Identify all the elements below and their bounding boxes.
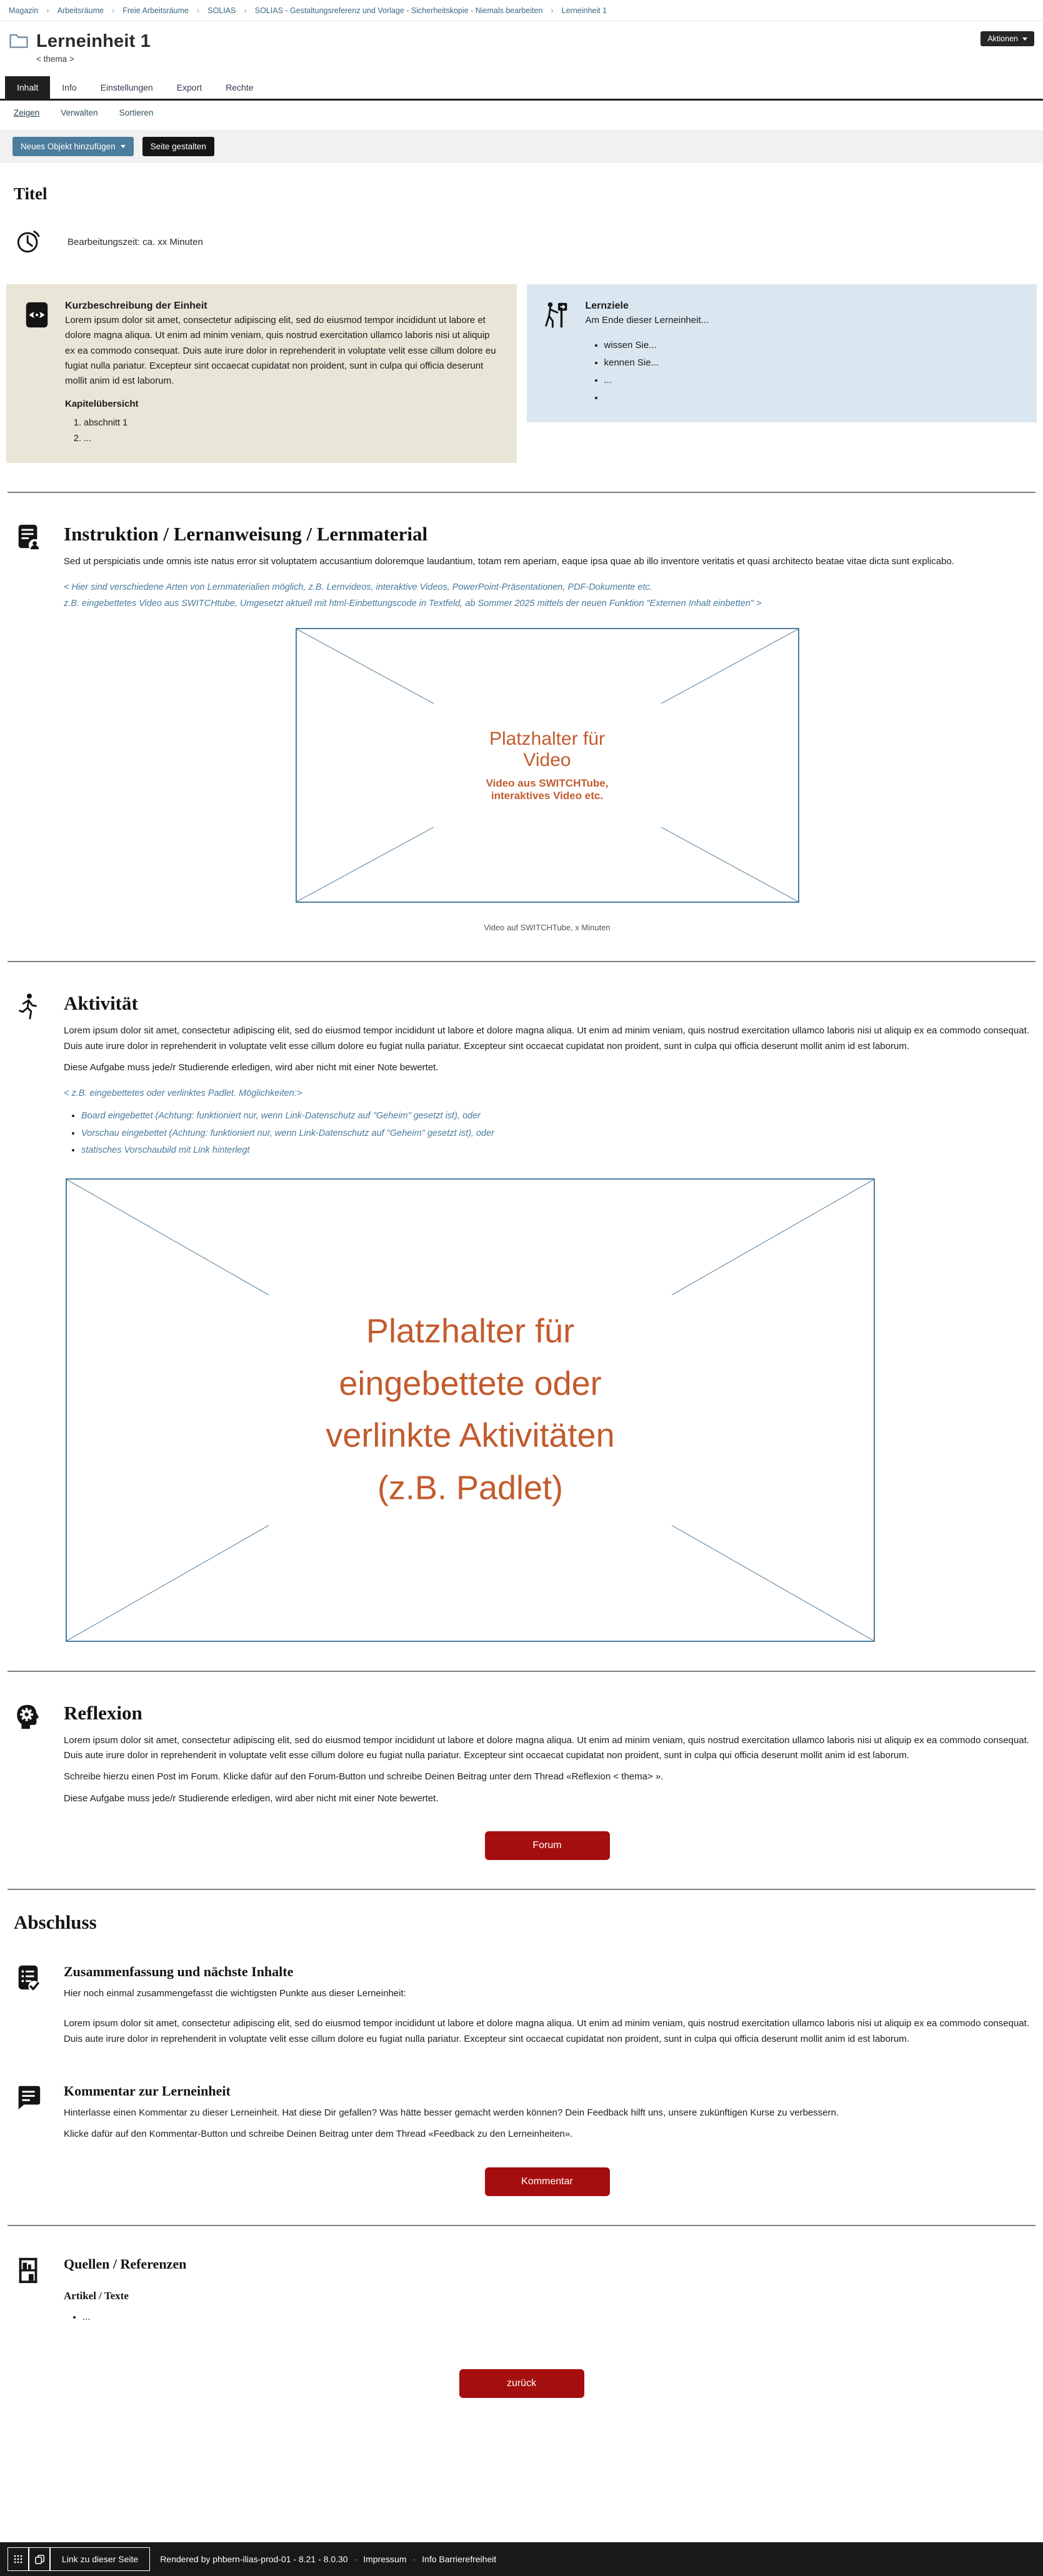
list-item: • wissen Sie... (604, 337, 709, 354)
list-item: 2. ... (84, 431, 501, 447)
list-item (604, 389, 709, 407)
list-item: • kennen Sie... (604, 354, 709, 372)
instruction-icon (14, 522, 46, 932)
accessibility-link[interactable]: Info Barrierefreiheit (422, 2554, 497, 2564)
design-page-button[interactable]: Seite gestalten (142, 137, 214, 156)
checklist-icon (14, 1962, 46, 2047)
section-heading: Reflexion (64, 1701, 142, 1724)
head-gear-icon (14, 1701, 46, 1860)
add-object-button[interactable]: Neues Objekt hinzufügen (12, 137, 134, 156)
section-text: Sed ut perspiciatis unde omnis iste natus error sit voluptatem accusantium doloremque laudantium, totam rem aperiam, eaque ipsa quae ab illo inventore veritatis et quasi architecto beatae vitae dicta sunt explicabo. (64, 555, 954, 567)
section-divider (7, 2225, 1036, 2226)
breadcrumb-item[interactable]: Freie Arbeitsräume (122, 6, 189, 15)
grid-icon (13, 2554, 23, 2564)
content-title: Titel (14, 184, 47, 203)
comment-heading: Kommentar zur Lerneinheit (64, 2082, 231, 2099)
sources-list (82, 2309, 1031, 2326)
actions-button[interactable]: Aktionen (981, 31, 1034, 46)
grid-menu-button[interactable] (7, 2547, 29, 2571)
video-caption: Video auf SWITCHTube, x Minuten (484, 923, 611, 933)
section-divider (7, 1671, 1036, 1672)
video-placeholder-title: Platzhalter für Video (489, 729, 606, 771)
rendered-by-text: Rendered by phbern-ilias-prod-01 - 8.21 - 8.0.30 (160, 2554, 348, 2564)
breadcrumb-separator-icon: › (111, 6, 115, 15)
subtab-zeigen[interactable]: Zeigen (14, 108, 40, 117)
tab-rechte[interactable]: Rechte (226, 82, 254, 92)
section-text: Lorem ipsum dolor sit amet, consectetur adipiscing elit, sed do eiusmod tempor incididunt ut labore et dolore magna aliqua. Ut enim ad minim veniam, quis nostrud exercitation ullamco laboris nisi ut aliquip ex ea commodo consequat. Duis aute irure dolor in reprehenderit in voluptate velit esse cillum dolore eu fugiat nulla pariatur. Excepteur sint occaecat cupidatat non proident, sunt in culpa qui officia deserunt mollit anim id est laborum. (64, 1734, 1029, 1761)
footer (0, 2542, 1043, 2576)
bookshelf-icon (14, 2255, 46, 2326)
list-item: • Board eingebettet (Achtung: funktioniert nur, wenn Link-Datenschutz auf "Geheim" gesetzt ist), oder (81, 1108, 1031, 1125)
comment-button[interactable]: Kommentar (485, 2167, 610, 2196)
duration-text: Bearbeitungszeit: ca. xx Minuten (67, 237, 203, 247)
toolbar (0, 130, 1043, 163)
copy-link-button[interactable] (29, 2547, 50, 2571)
section-heading: Aktivität (64, 992, 138, 1015)
list-item: • ... (604, 372, 709, 389)
main-content (0, 163, 1043, 2435)
video-placeholder-subtitle: Video aus SWITCHTube, interaktives Video etc. (486, 777, 609, 802)
subtab-sortieren[interactable]: Sortieren (119, 108, 154, 117)
comment-text-2: Klicke dafür auf den Kommentar-Button und schreibe Deinen Beitrag unter dem Thread «Feedback zu den Lerneinheiten». (64, 2129, 573, 2140)
tab-einstellungen[interactable]: Einstellungen (100, 82, 153, 92)
description-box-title: Kurzbeschreibung der Einheit (65, 301, 207, 311)
section-reflection (6, 1701, 1037, 1860)
tab-info[interactable]: Info (62, 82, 77, 92)
reflection-note: Diese Aufgabe muss jede/r Studierende erledigen, wird aber nicht mit einer Note bewertet. (64, 1793, 439, 1804)
section-divider (7, 492, 1036, 493)
runner-icon (14, 991, 46, 1160)
tab-inhalt[interactable]: Inhalt (5, 76, 50, 99)
impressum-link[interactable]: Impressum (363, 2554, 407, 2564)
section-heading: Instruktion / Lernanweisung / Lernmaterial (64, 522, 428, 545)
section-summary (6, 1962, 1037, 2047)
section-sources (6, 2255, 1037, 2326)
closing-heading: Abschluss (14, 1911, 97, 1934)
tab-bar (0, 76, 1043, 101)
info-boxes (6, 284, 1037, 463)
list-item: • ... (82, 2309, 1031, 2326)
breadcrumb-item[interactable]: SOLIAS - Gestaltungsreferenz und Vorlage - Sicherheitskopie - Niemals bearbeiten (254, 6, 543, 15)
sources-subheading: Artikel / Texte (64, 2289, 129, 2302)
activity-placeholder-text: Platzhalter für eingebettete oder verlinkte Aktivitäten (z.B. Padlet) (326, 1312, 615, 1507)
list-item: 1. abschnitt 1 (84, 415, 501, 431)
sources-heading: Quellen / Referenzen (64, 2255, 187, 2272)
summary-heading: Zusammenfassung und nächste Inhalte (64, 1964, 294, 1980)
breadcrumb-separator-icon: › (551, 6, 554, 15)
breadcrumb-separator-icon: › (244, 6, 247, 15)
comment-icon (14, 2082, 46, 2196)
summary-intro: Hier noch einmal zusammengefasst die wichtigsten Punkte aus dieser Lerneinheit: (64, 1988, 406, 1999)
chapters-title: Kapitelübersicht (65, 399, 139, 410)
video-placeholder (296, 628, 799, 903)
activity-note: Diese Aufgabe muss jede/r Studierende erledigen, wird aber nicht mit einer Note bewertet. (64, 1062, 439, 1073)
reflection-task: Schreibe hierzu einen Post im Forum. Klicke dafür auf den Forum-Button und schreibe Deinen Beitrag unter dem Thread «Reflexion < thema> ». (64, 1771, 664, 1783)
page-header (0, 21, 1043, 67)
goals-box (527, 284, 1037, 422)
forum-button[interactable]: Forum (485, 1831, 610, 1860)
clock-icon (15, 226, 44, 258)
page-subtitle: < thema > (36, 54, 74, 64)
section-divider (7, 1889, 1036, 1890)
breadcrumb-item[interactable]: Magazin (9, 6, 39, 15)
breadcrumb-separator-icon: › (196, 6, 200, 15)
section-text: Lorem ipsum dolor sit amet, consectetur adipiscing elit, sed do eiusmod tempor incididunt ut labore et dolore magna aliqua. Ut enim ad minim veniam, quis nostrud exercitation ullamco laboris nisi ut aliquip ex ea commodo consequat. Duis aute irure dolor in reprehenderit in voluptate velit esse cillum dolore eu fugiat nulla pariatur. Excepteur sint occaecat cupidatat non proident, sunt in culpa qui officia deserunt mollit anim id est laborum. (64, 1025, 1029, 1052)
list-item: • statisches Vorschaubild mit Link hinterlegt (81, 1142, 1031, 1160)
eye-icon (22, 301, 51, 447)
goals-list (604, 337, 709, 406)
chevron-down-icon (1022, 37, 1027, 41)
activity-placeholder (66, 1178, 875, 1642)
breadcrumb-item[interactable]: Lerneinheit 1 (561, 6, 607, 15)
section-instruction (6, 522, 1037, 932)
chapters-list (84, 415, 501, 446)
breadcrumb-separator-icon: › (46, 6, 49, 15)
tab-export[interactable]: Export (176, 82, 202, 92)
copy-icon (34, 2554, 45, 2565)
breadcrumb-item[interactable]: SOLIAS (207, 6, 236, 15)
goals-box-title: Lernziele (585, 301, 629, 311)
back-button[interactable]: zurück (459, 2369, 584, 2398)
duration-row (15, 226, 1037, 258)
author-hint: < Hier sind verschiedene Arten von Lernmaterialien möglich, z.B. Lernvideos, interaktive Videos, PowerPoint-Präsentationen, PDF-Dokumente etc. z.B. eingebettetes Video aus SWITCHtube, Umgesetzt aktuell mit html-Einbettungscode in Textfeld, ab Sommer 2025 mittels der neuen Funktion "Externen Inhalt einbetten" > (64, 582, 762, 609)
hiker-icon (543, 301, 572, 406)
author-hint: < z.B. eingebettetes oder verlinktes Padlet. Möglichkeiten:> (64, 1088, 302, 1099)
section-comment (6, 2082, 1037, 2196)
footer-text: Rendered by phbern-ilias-prod-01 - 8.21 - 8.0.30 · Impressum · Info Barrierefreiheit (160, 2554, 497, 2564)
subtab-bar (0, 101, 1043, 124)
page-title: Lerneinheit 1 (36, 31, 151, 51)
description-box (6, 284, 517, 463)
page-link-button[interactable]: Link zu dieser Seite (50, 2547, 150, 2571)
subtab-verwalten[interactable]: Verwalten (61, 108, 98, 117)
list-item: • Vorschau eingebettet (Achtung: funktioniert nur, wenn Link-Datenschutz auf "Geheim" gesetzt ist), oder (81, 1125, 1031, 1143)
folder-icon (9, 32, 29, 52)
section-activity (6, 991, 1037, 1160)
section-divider (7, 961, 1036, 962)
description-box-text: Lorem ipsum dolor sit amet, consectetur adipiscing elit, sed do eiusmod tempor incididunt ut labore et dolore magna aliqua. Ut enim ad minim veniam, quis nostrud exercitation ullamco laboris nisi ut aliquip ex ea commodo consequat. Duis aute irure dolor in reprehenderit in voluptate velit esse cillum dolore eu fugiat nulla pariatur. Excepteur sint occaecat cupidatat non proident, sunt in culpa qui officia deserunt mollit anim id est laborum. (65, 315, 496, 387)
hint-options-list (81, 1108, 1031, 1160)
chevron-down-icon (121, 145, 126, 148)
comment-text-1: Hinterlasse einen Kommentar zu dieser Lerneinheit. Hat diese Dir gefallen? Was hätte besser gemacht werden können? Dein Feedback hilft uns, unsere zukünftigen Kurse zu verbessern. (64, 2107, 839, 2118)
goals-box-intro: Am Ende dieser Lerneinheit... (585, 315, 709, 326)
breadcrumb-item[interactable]: Arbeitsräume (57, 6, 104, 15)
summary-text: Lorem ipsum dolor sit amet, consectetur adipiscing elit, sed do eiusmod tempor incididunt ut labore et dolore magna aliqua. Ut enim ad minim veniam, quis nostrud exercitation ullamco laboris nisi ut aliquip ex ea commodo consequat. Duis aute irure dolor in reprehenderit in voluptate velit esse cillum dolore eu fugiat nulla pariatur. Excepteur sint occaecat cupidatat non proident, sunt in culpa qui officia deserunt mollit anim id est laborum. (64, 2018, 1029, 2044)
breadcrumb (0, 0, 1043, 21)
